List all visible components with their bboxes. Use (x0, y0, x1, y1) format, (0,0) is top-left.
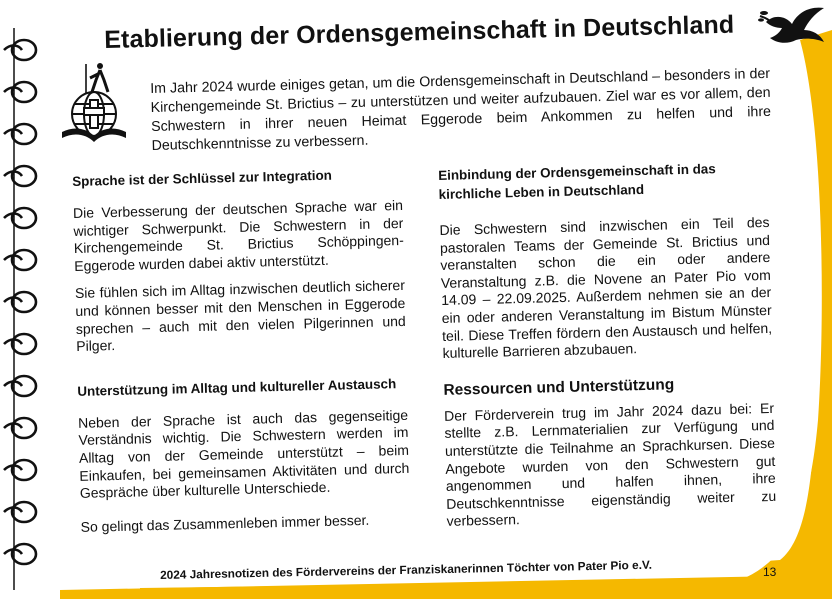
paragraph: So gelingt das Zusammenleben immer besser. (80, 511, 370, 535)
page-title: Etablierung der Ordensgemeinschaft in Deutschland (104, 10, 735, 54)
paragraph: Die Schwestern sind inzwischen ein Teil des pastoralen Teams der Gemeinde St. Brictius und veranstalten schon die ein oder andere Veranstaltung z.B. die Novene an Pater Pio vom 14.09 – 22.09.2025. Außerdem nehmen sie an der ein oder anderen Veranstaltung im Bistum Münster teil. Diese Treffen fördern den Austausch und helfen, kulturelle Barrieren abzubauen. (439, 213, 773, 362)
dove-icon (758, 4, 828, 54)
section-heading-language: Sprache ist der Schlüssel zur Integration (72, 167, 333, 189)
paragraph: Der Förderverein trug im Jahr 2024 dazu bei: Er stellte z.B. Lernmaterialien zur Verfügung und unterstützte die Teilnahme an Sprachkursen. Diese Angebote wurden von den Schwestern gut angenommen und halfen ihnen, ihre Deutschkenntnisse eigenständig weiter zu verbessern. (443, 399, 777, 530)
page-number: 13 (763, 565, 777, 579)
section-heading-church-life: Einbindung der Ordensgemeinschaft in das kirchliche Leben in Deutschland (438, 161, 716, 202)
paragraph: Sie fühlen sich im Alltag inzwischen deutlich sicherer und können besser mit den Menschen in Eggerode sprechen – auch mit den vielen Pilgerinnen und Pilger. (74, 277, 406, 355)
paragraph: Die Verbesserung der deutschen Sprache war ein wichtiger Schwerpunkt. Die Schwestern in der Kirchengemeinde St. Brictius Schöppingen-Eggerode wurden dabei aktiv unterstützt. (72, 196, 404, 274)
spiral-binding-icon (0, 0, 60, 599)
section-heading-everyday-support: Unterstützung im Alltag und kultureller Austausch (77, 375, 397, 399)
intro-paragraph: Im Jahr 2024 wurde einiges getan, um die Ordensgemeinschaft in Deutschland – besonders in der Kirchengemeinde St. Brictius – zu unterstützen und weiter aufzubauen. Ziel war es vor allem, den Schwestern in ihrer neuen Heimat Eggerode beim Ankommen zu helfen und ihre Deutschkenntnisse zu verbessern. (150, 65, 772, 154)
footer-text: 2024 Jahresnotizen des Fördervereins der Franziskanerinnen Töchter von Pater Pio e.V. (160, 557, 653, 582)
section-heading-resources: Ressourcen und Unterstützung (443, 376, 675, 399)
right-column (438, 158, 777, 541)
pilgrim-globe-logo-icon (56, 62, 132, 148)
paragraph: Neben der Sprache ist auch das gegenseitige Verständnis wichtig. Die Schwestern werden im Alltag von der Gemeinde unterstützt – beim Einkaufen, bei gemeinsamen Aktivitäten und durch Gespräche über kulturelle Unterschiede. (77, 406, 410, 502)
left-column (72, 164, 411, 546)
